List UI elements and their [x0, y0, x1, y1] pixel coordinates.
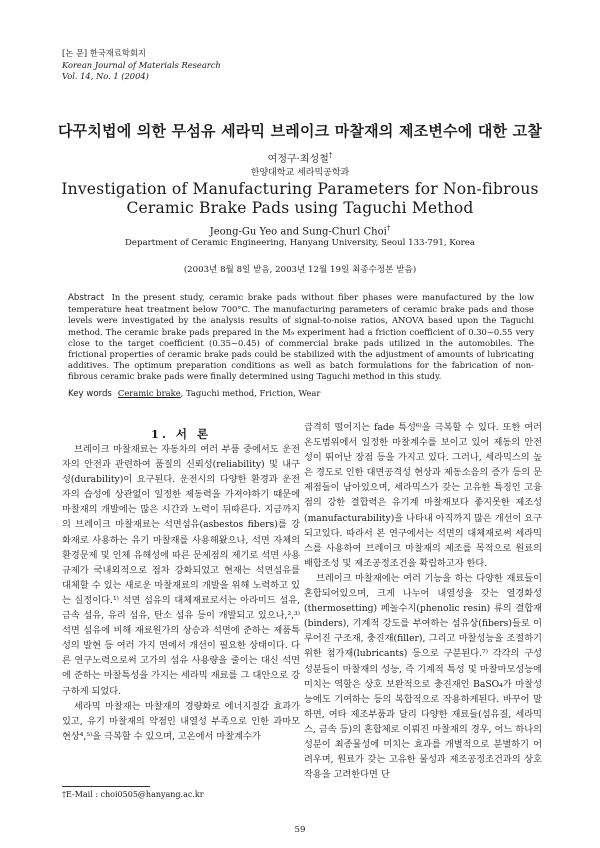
keyword-ceramic-brake: Ceramic brake — [117, 388, 181, 398]
abstract-text: In the present study, ceramic brake pads without fiber phases were manufactured by the low temperature heat treatment below 700°C. The manufacturing parameters of ceramic brake pads and those levels were investigated by the analysis results of signal-to-noise ratios, ANOVA based upon the Taguchi method. The ceramic brake pads prepared in the M₉ experiment had a friction coefficient of 0.30~0.55 very close to the target coefficient (0.35~0.45) of commercial brake pads utilized in the automobiles. The frictional properties of ceramic brake pads could be stabilized with the adjustment of amounts of lubricating additives. The optimum preparation conditions as well as batch formulations for the fabrication of non-fibrous ceramic brake pads were finally determined using Taguchi method in this study. — [68, 292, 534, 382]
journal-name: Korean Journal of Materials Research — [62, 59, 221, 70]
english-title-line-2: Ceramic Brake Pads using Taguchi Method — [126, 199, 474, 217]
korean-authors — [0, 150, 600, 165]
footnote-email: †E-Mail : choi0505@hanyang.ac.kr — [62, 790, 204, 799]
journal-info — [62, 48, 221, 83]
keywords-label: Key words — [68, 389, 112, 399]
korean-title: 다꾸치법에 의한 무섬유 세라믹 브레이크 마찰재의 제조변수에 대한 고찰 — [57, 122, 543, 140]
body-paragraph: 브레이크 마찰재에는 여러 기능을 하는 다양한 재료들이 혼합되어있으며, 크게 나누어 내열성을 갖는 열경화성(thermosetting) 페놀수지(phenolic resin) 류의 결합재(binders), 기계적 강도를 부여하는 섬유상(fibers)들로 이루어진 구조재, 충진재(filler), 그리고 마찰성능을 조절하기위한 첨가재(lubricants) 등으로 구분된다.⁷⁾ 각각의 구성 성분들이 마찰재의 성능, 즉 기계적 특성 및 마찰마모성능에 미치는 역할은 상호 보완적으로 충진재인 BaSO₄가 마찰성능에도 기여하는 등의 복합적으로 작용하게된다. 바꾸어 말하면, 여타 제조부품과 달리 다양한 재료들(섬유질, 세라믹스, 금속 등)의 혼합체로 이뤄진 마찰재의 경우, 어느 하나의 성분이 최종물성에 미치는 효과를 개별적으로 분별하기 어려우며, 원료가 갖는 고유한 물성과 제조공정조건과의 상호작용을 고려한다면 단 — [304, 572, 542, 781]
english-title-line-1: Investigation of Manufacturing Parameters for Non-fibrous — [61, 180, 539, 198]
journal-volume: Vol. 14, No. 1 (2004) — [62, 71, 149, 81]
keywords — [68, 388, 534, 399]
journal-label: [논 문] 한국재료학회지 — [62, 48, 146, 58]
author-dagger: † — [328, 151, 333, 160]
page-number: 59 — [294, 825, 306, 835]
english-author-dagger: † — [386, 224, 391, 232]
abstract — [68, 292, 534, 383]
body-paragraph: 급격히 떨어지는 fade 특성⁶⁾을 극복할 수 있다. 또한 여러 온도범위에서 일정한 마찰계수를 보이고 있어 제동의 안전성이 뛰어난 장점 등을 가지고 있다. 그러나, 세라믹스의 높은 경도로 인한 대면공격성 현상과 제동소음의 증가 등의 문제점들이 남아있으며, 세라믹스가 갖는 고유한 특징인 고융점의 강한 결합력은 유기계 마찰재보다 좋지못한 제조성(manufacturability)을 나타내 아직까지 많은 개선이 요구되고있다. 따라서 본 연구에서는 석면의 대체재로써 세라믹스를 사용하여 브레이크 마찰재의 제조를 목적으로 원료의 배합조성 및 제조공정조건을 확립하고자 한다. — [304, 422, 543, 569]
left-column — [62, 442, 300, 744]
footnote-rule — [62, 786, 150, 787]
korean-author-names: 여정구·최성철 — [267, 154, 329, 165]
korean-affiliation: 한양대학교 세라믹공학과 — [250, 168, 350, 178]
body-paragraph: 세라믹 마찰재는 마찰재의 경량화로 에너지절감 효과가 있고, 유기 마찰재의 약점인 내열성 부족으로 인한 과마모 현상⁴,⁵⁾을 극복할 수 있으며, 고온에서 마찰계수가 — [62, 700, 300, 742]
abstract-label: Abstract — [68, 293, 105, 303]
received-dates: (2003년 8월 8일 받음, 2003년 12월 19일 최종수정본 받음) — [183, 265, 417, 275]
english-authors — [0, 224, 600, 237]
keywords-rest: , Taguchi method, Friction, Wear — [180, 388, 321, 398]
section-heading-introduction: 1. 서 론 — [150, 427, 212, 441]
english-affiliation: Department of Ceramic Engineering, Hanyang University, Seoul 133-791, Korea — [125, 238, 475, 248]
right-column — [304, 420, 542, 782]
english-author-names: Jeong-Gu Yeo and Sung-Churl Choi — [209, 226, 387, 238]
english-title — [0, 180, 600, 218]
body-paragraph: 브레이크 마찰재료는 자동차의 여러 부품 중에서도 운전자의 안전과 관련하여 품질의 신뢰성(reliability) 및 내구성(durability)이 요구된다. 운전시의 다양한 환경과 운전자의 습성에 상관없이 일정한 제동력을 가져야하기 때문에 마찰재의 개발에는 많은 시간과 노력이 뒤따른다. 지금까지의 브레이크 마찰재료는 석면섬유(asbestos fibers)를 강화재로 사용하는 유기 마찰재를 사용해왔으나, 석면 자체의 환경문제 및 인체 유해성에 따른 문제점의 제기로 석면 사용규제가 국내외적으로 점차 강화되었고 현재는 석면섬유를 대체할 수 있는 새로운 마찰재료의 개발을 위해 노력하고 있는 실정이다.¹⁾ 석면 섬유의 대체재료로서는 아라미드 섬유, 금속 섬유, 유리 섬유, 탄소 섬유 등이 개발되고 있으나,²,³⁾ 석면 섬유에 비해 재료원가의 상승과 석면에 준하는 제품특성의 발현 등 여러 가지 면에서 개선이 필요한 상태이다. 다른 연구노력으로써 고가의 섬유 사용량을 줄이는 대신 석면에 준하는 마찰특성을 가지는 세라믹 재료를 그 대안으로 강구하게 되었다. — [62, 444, 300, 697]
